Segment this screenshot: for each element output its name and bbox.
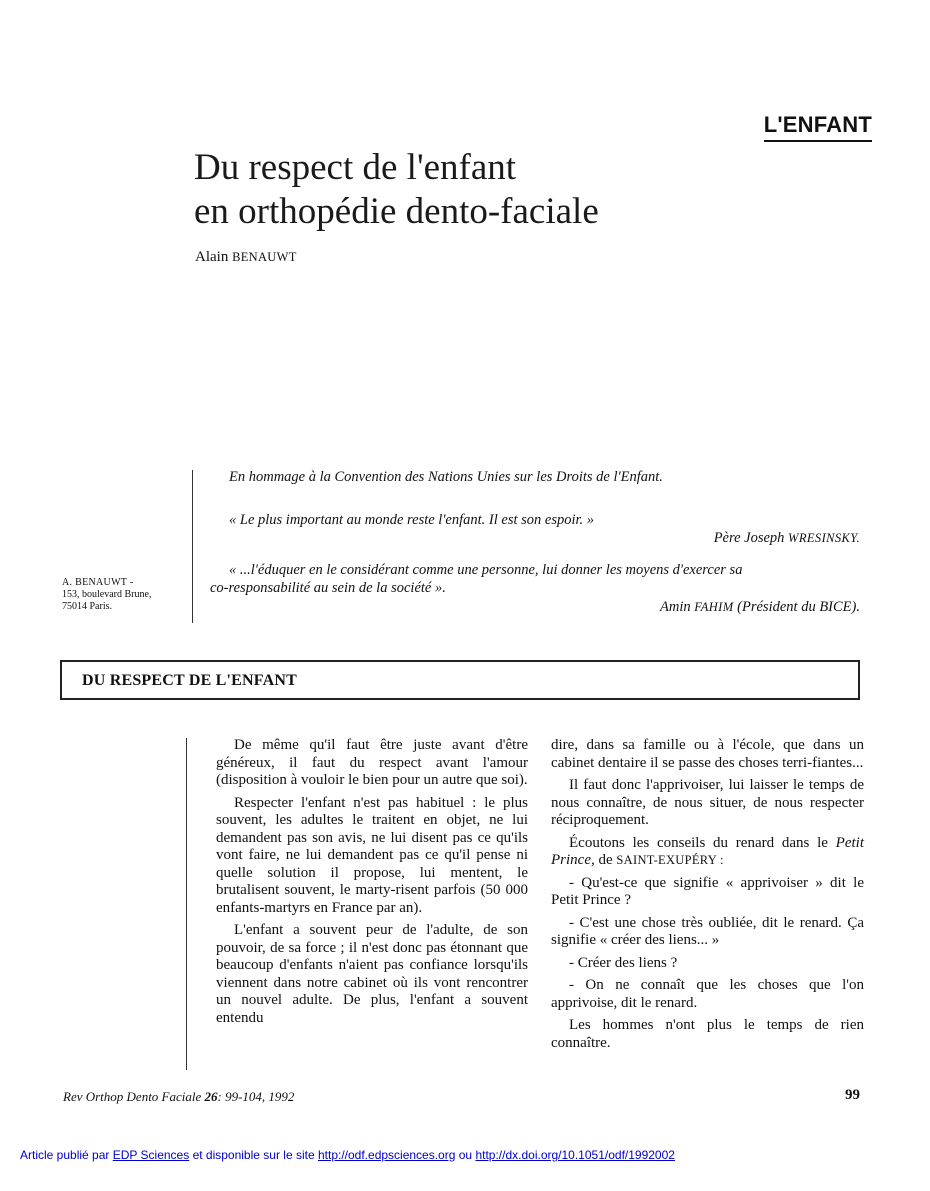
epigraph-2-attr-prefix: Père Joseph <box>713 530 785 546</box>
epigraph-3-line-2: co-responsabilité au sein de la société ». <box>210 580 446 596</box>
epigraph-rule <box>192 470 193 623</box>
dialogue-line: - C'est une chose très oubliée, dit le renard. Ça signifie « créer des liens... » <box>551 914 864 948</box>
epigraph-3-attr-prefix: Amin <box>660 599 691 615</box>
section-label: L'ENFANT <box>764 112 872 142</box>
quote-intro-de: de <box>598 852 613 868</box>
affiliation-city: 75014 Paris. <box>62 601 112 612</box>
book-title: Petit Prince, <box>551 834 864 868</box>
note-middle: et disponible sur le site <box>192 1148 315 1162</box>
journal-pages: : 99-104, 1992 <box>217 1089 295 1104</box>
epigraph-3-attr-suffix: (Président du BICE). <box>737 599 860 615</box>
affiliation-name: A. BENAUWT - <box>62 577 134 588</box>
title-line-2: en orthopédie dento-faciale <box>194 191 599 232</box>
epigraph-3-line-1: « ...l'éduquer en le considérant comme une personne, lui donner les moyens d'exercer sa <box>229 562 743 578</box>
book-author: SAINT-EXUPÉRY : <box>616 853 724 867</box>
epigraph-2-attr-name: WRESINSKY. <box>788 531 860 545</box>
epigraph-2-attribution <box>714 529 860 547</box>
body-column-left <box>216 737 528 1032</box>
epigraph-3-attr-name: FAHIM <box>694 600 734 614</box>
epigraph-3 <box>210 561 860 597</box>
note-prefix: Article publié par <box>20 1148 110 1162</box>
journal-citation <box>63 1089 294 1105</box>
journal-name: Rev Orthop Dento Faciale <box>63 1089 202 1104</box>
publisher-link[interactable]: EDP Sciences <box>112 1148 190 1162</box>
body-paragraph: Les hommes n'ont plus le temps de rien connaître. <box>551 1017 864 1051</box>
quote-intro-text: Écoutons les conseils du renard dans le <box>569 834 828 851</box>
affiliation-street: 153, boulevard Brune, <box>62 589 152 600</box>
body-paragraph: Respecter l'enfant n'est pas habituel : le plus souvent, les adultes le traitent en objet, ne lui demandent pas son avis, ne lui disent pas ce qu'ils vont faire, ne lui demandent pas ce qu'il pense ni quelle solution il propose, lui mentent, le brutalisent souvent, le marty-risent parfois (50 000 enfants-martyrs en France par an). <box>216 794 528 916</box>
body-paragraph-quote-intro <box>551 835 864 870</box>
dialogue-line: - On ne connaît que les choses que l'on apprivoise, dit le renard. <box>551 977 864 1011</box>
author-affiliation <box>62 577 151 613</box>
author-first-name: Alain <box>195 249 229 265</box>
site-link[interactable]: http://odf.edpsciences.org <box>317 1148 456 1162</box>
body-rule <box>186 738 187 1070</box>
author-last-name: BENAUWT <box>232 250 297 264</box>
epigraph-1: En hommage à la Convention des Nations Unies sur les Droits de l'Enfant. <box>229 469 663 485</box>
epigraph-2: « Le plus important au monde reste l'enfant. Il est son espoir. » <box>229 512 595 528</box>
author <box>195 249 297 266</box>
page-number: 99 <box>845 1087 860 1103</box>
journal-volume: 26 <box>204 1089 218 1104</box>
dialogue-line: - Qu'est-ce que signifie « apprivoiser » dit le Petit Prince ? <box>551 874 864 908</box>
dialogue-line: - Créer des liens ? <box>569 954 678 971</box>
epigraph-3-attribution <box>660 598 860 616</box>
body-paragraph: Il faut donc l'apprivoiser, lui laisser le temps de nous connaître, de nous situer, de nous respecter réciproquement. <box>551 777 864 828</box>
title-line-1: Du respect de l'enfant <box>194 147 517 188</box>
article-title <box>194 146 599 234</box>
note-or: ou <box>458 1148 473 1162</box>
body-paragraph: De même qu'il faut être juste avant d'être généreux, il faut du respect avant l'amour (disposition à vouloir le bien pour un autre que soi). <box>216 737 528 788</box>
doi-link[interactable]: http://dx.doi.org/10.1051/odf/1992002 <box>475 1148 675 1162</box>
body-paragraph-continued: dire, dans sa famille ou à l'école, que dans un cabinet dentaire il se passe des choses terri-fiantes... <box>551 737 864 771</box>
section-heading: DU RESPECT DE L'ENFANT <box>82 672 297 689</box>
body-column-right <box>551 737 864 1057</box>
body-paragraph: L'enfant a souvent peur de l'adulte, de son pouvoir, de sa force ; il n'est donc pas étonnant que beaucoup d'enfants n'aient pas confiance lorsqu'ils viennent dans notre cabinet où ils vont rencontrer un nouvel adulte. De plus, l'enfant a souvent entendu <box>216 922 528 1026</box>
publisher-note <box>20 1148 675 1162</box>
